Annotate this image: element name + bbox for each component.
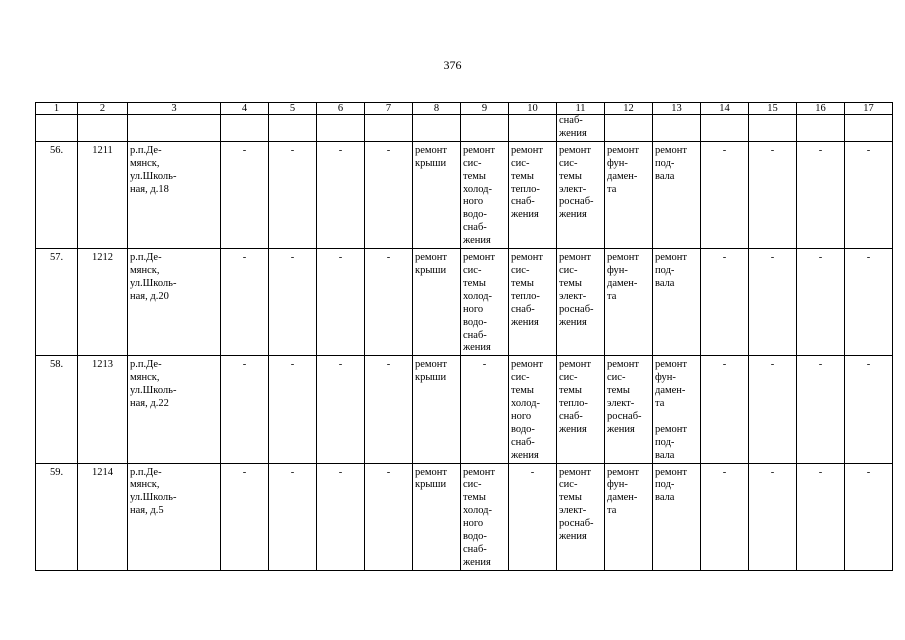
row-number: 57. xyxy=(49,252,64,264)
table-cell xyxy=(413,249,461,356)
cell-c9: - xyxy=(482,359,487,371)
table-cell xyxy=(413,463,461,570)
table-cell xyxy=(797,463,845,570)
page-number: 376 xyxy=(443,58,462,72)
table-cell xyxy=(317,356,365,463)
table-cell xyxy=(653,249,701,356)
row-number: 59. xyxy=(49,466,64,478)
cell-c9: ремонт сис- темы холод- ного водо- снаб- жения xyxy=(463,466,496,568)
column-header: 5 xyxy=(269,103,317,115)
table-cell xyxy=(701,249,749,356)
column-header: 16 xyxy=(797,103,845,115)
repair-schedule-table xyxy=(35,102,893,571)
header-row xyxy=(36,103,893,115)
table-cell xyxy=(509,141,557,248)
table-cell xyxy=(128,249,221,356)
table-cell xyxy=(78,463,128,570)
cell-c9: ремонт сис- темы холод- ного водо- снаб- жения xyxy=(463,144,496,247)
table-body xyxy=(36,141,893,570)
cell-c7: - xyxy=(386,359,391,371)
table-cell xyxy=(557,356,605,463)
cell-c17: - xyxy=(866,359,871,371)
table-cell xyxy=(845,249,893,356)
address: р.п.Де- мянск, ул.Школь- ная, д.18 xyxy=(130,144,177,195)
table-cell xyxy=(365,141,413,248)
cell-c13: ремонт фун- дамен- та ремонт под- вала xyxy=(655,359,688,461)
table-cell xyxy=(365,249,413,356)
table-cell xyxy=(845,356,893,463)
cell-c11: ремонт сис- темы тепло- снаб- жения xyxy=(559,359,592,435)
table-cell xyxy=(461,356,509,463)
table-cell xyxy=(269,249,317,356)
table-cell xyxy=(509,249,557,356)
cell-c6: - xyxy=(338,252,343,264)
table-cell xyxy=(36,356,78,463)
cell-c4: - xyxy=(242,359,247,371)
cell-c14: - xyxy=(722,359,727,371)
object-code: 1212 xyxy=(92,252,113,264)
object-code: 1213 xyxy=(92,359,113,371)
column-header: 7 xyxy=(365,103,413,115)
table-cell xyxy=(653,463,701,570)
cell-c12: ремонт фун- дамен- та xyxy=(607,466,640,517)
cell-c17: - xyxy=(866,144,871,156)
cell-c17: - xyxy=(866,466,871,478)
table-cell xyxy=(749,249,797,356)
column-header: 14 xyxy=(701,103,749,115)
table-cell xyxy=(509,463,557,570)
cell-c16: - xyxy=(818,359,823,371)
table-cell xyxy=(797,249,845,356)
table-cell xyxy=(365,356,413,463)
row-number: 58. xyxy=(49,359,64,371)
cell-c10: ремонт сис- темы тепло- снаб- жения xyxy=(511,252,544,328)
column-header: 9 xyxy=(461,103,509,115)
column-header: 8 xyxy=(413,103,461,115)
column-header: 12 xyxy=(605,103,653,115)
column-header: 3 xyxy=(128,103,221,115)
table-cell xyxy=(557,141,605,248)
table-cell xyxy=(78,141,128,248)
cell-c14: - xyxy=(722,252,727,264)
continued-text: снаб- жения xyxy=(559,115,587,139)
cell-c8: ремонт крыши xyxy=(415,466,448,491)
cell-c5: - xyxy=(290,252,295,264)
table-cell xyxy=(36,141,78,248)
cell-c10: ремонт сис- темы холод- ного водо- снаб- жения xyxy=(511,359,544,461)
table-row xyxy=(36,249,893,356)
table-cell xyxy=(269,141,317,248)
table-cell xyxy=(749,356,797,463)
column-header: 13 xyxy=(653,103,701,115)
table-cell xyxy=(78,249,128,356)
column-header: 10 xyxy=(509,103,557,115)
cell-c15: - xyxy=(770,359,775,371)
table-cell xyxy=(413,356,461,463)
table-cell xyxy=(128,356,221,463)
column-header: 17 xyxy=(845,103,893,115)
table-cell xyxy=(605,249,653,356)
address: р.п.Де- мянск, ул.Школь- ная, д.20 xyxy=(130,252,177,302)
table-cell xyxy=(461,249,509,356)
cell-c13: ремонт под- вала xyxy=(655,144,688,182)
cell-c10: - xyxy=(530,466,535,478)
cell-c15: - xyxy=(770,252,775,264)
table-cell xyxy=(653,356,701,463)
cell-c17: - xyxy=(866,252,871,264)
table-cell xyxy=(701,463,749,570)
table-cell xyxy=(128,463,221,570)
cell-c4: - xyxy=(242,252,247,264)
row-number: 56. xyxy=(49,144,64,156)
cell-c7: - xyxy=(386,144,391,156)
table-cell xyxy=(845,141,893,248)
cell-c11: ремонт сис- темы элект- роснаб- жения xyxy=(559,144,594,221)
table-cell xyxy=(797,141,845,248)
table-cell xyxy=(797,356,845,463)
cell-c16: - xyxy=(818,466,823,478)
table-cell xyxy=(365,463,413,570)
table-cell xyxy=(605,141,653,248)
cell-c12: ремонт фун- дамен- та xyxy=(607,252,640,302)
cell-c15: - xyxy=(770,144,775,156)
cell-c4: - xyxy=(242,144,247,156)
cell-c12: ремонт фун- дамен- та xyxy=(607,144,640,195)
column-header: 2 xyxy=(78,103,128,115)
table-cell xyxy=(557,463,605,570)
table-cell xyxy=(128,141,221,248)
column-header: 15 xyxy=(749,103,797,115)
cell-c12: ремонт сис- темы элект- роснаб- жения xyxy=(607,359,642,435)
continuation-row xyxy=(36,115,893,142)
cell-c8: ремонт крыши xyxy=(415,359,448,384)
table-cell xyxy=(653,141,701,248)
cell-c7: - xyxy=(386,252,391,264)
cell-c8: ремонт крыши xyxy=(415,252,448,276)
cell-c5: - xyxy=(290,359,295,371)
table-cell xyxy=(269,356,317,463)
cell-c16: - xyxy=(818,144,823,156)
address: р.п.Де- мянск, ул.Школь- ная, д.22 xyxy=(130,359,177,410)
address: р.п.Де- мянск, ул.Школь- ная, д.5 xyxy=(130,466,177,517)
cell-c15: - xyxy=(770,466,775,478)
cell-c6: - xyxy=(338,466,343,478)
cell-c13: ремонт под- вала xyxy=(655,466,688,504)
table-cell xyxy=(461,141,509,248)
table-row xyxy=(36,141,893,248)
column-header: 11 xyxy=(557,103,605,115)
table-cell xyxy=(413,141,461,248)
column-header: 1 xyxy=(36,103,78,115)
table-cell xyxy=(221,356,269,463)
table-cell xyxy=(36,249,78,356)
table-cell xyxy=(269,463,317,570)
cell-c4: - xyxy=(242,466,247,478)
table-cell xyxy=(557,249,605,356)
table-cell xyxy=(461,463,509,570)
cell-c10: ремонт сис- темы тепло- снаб- жения xyxy=(511,144,544,221)
column-header: 4 xyxy=(221,103,269,115)
table-cell xyxy=(221,141,269,248)
cell-c13: ремонт под- вала xyxy=(655,252,688,289)
table-cell xyxy=(221,463,269,570)
table-row xyxy=(36,463,893,570)
cell-c11: ремонт сис- темы элект- роснаб- жения xyxy=(559,252,594,328)
table-row xyxy=(36,356,893,463)
table-cell xyxy=(605,356,653,463)
cell-c14: - xyxy=(722,144,727,156)
object-code: 1214 xyxy=(92,466,113,478)
cell-c9: ремонт сис- темы холод- ного водо- снаб- жения xyxy=(463,252,496,354)
cell-c6: - xyxy=(338,144,343,156)
cell-c11: ремонт сис- темы элект- роснаб- жения xyxy=(559,466,594,543)
table-cell xyxy=(317,463,365,570)
cell-c7: - xyxy=(386,466,391,478)
cell-c8: ремонт крыши xyxy=(415,144,448,169)
table-cell xyxy=(36,463,78,570)
table-cell xyxy=(509,356,557,463)
cell-c5: - xyxy=(290,466,295,478)
cell-c14: - xyxy=(722,466,727,478)
table-cell xyxy=(78,356,128,463)
table-cell xyxy=(749,463,797,570)
table-cell xyxy=(701,356,749,463)
table-cell xyxy=(317,141,365,248)
cell-c16: - xyxy=(818,252,823,264)
table-cell xyxy=(701,141,749,248)
column-header: 6 xyxy=(317,103,365,115)
object-code: 1211 xyxy=(92,144,113,156)
cell-c6: - xyxy=(338,359,343,371)
table-cell xyxy=(317,249,365,356)
table-cell xyxy=(605,463,653,570)
table-cell xyxy=(749,141,797,248)
table-cell xyxy=(845,463,893,570)
cell-c5: - xyxy=(290,144,295,156)
table-cell xyxy=(221,249,269,356)
